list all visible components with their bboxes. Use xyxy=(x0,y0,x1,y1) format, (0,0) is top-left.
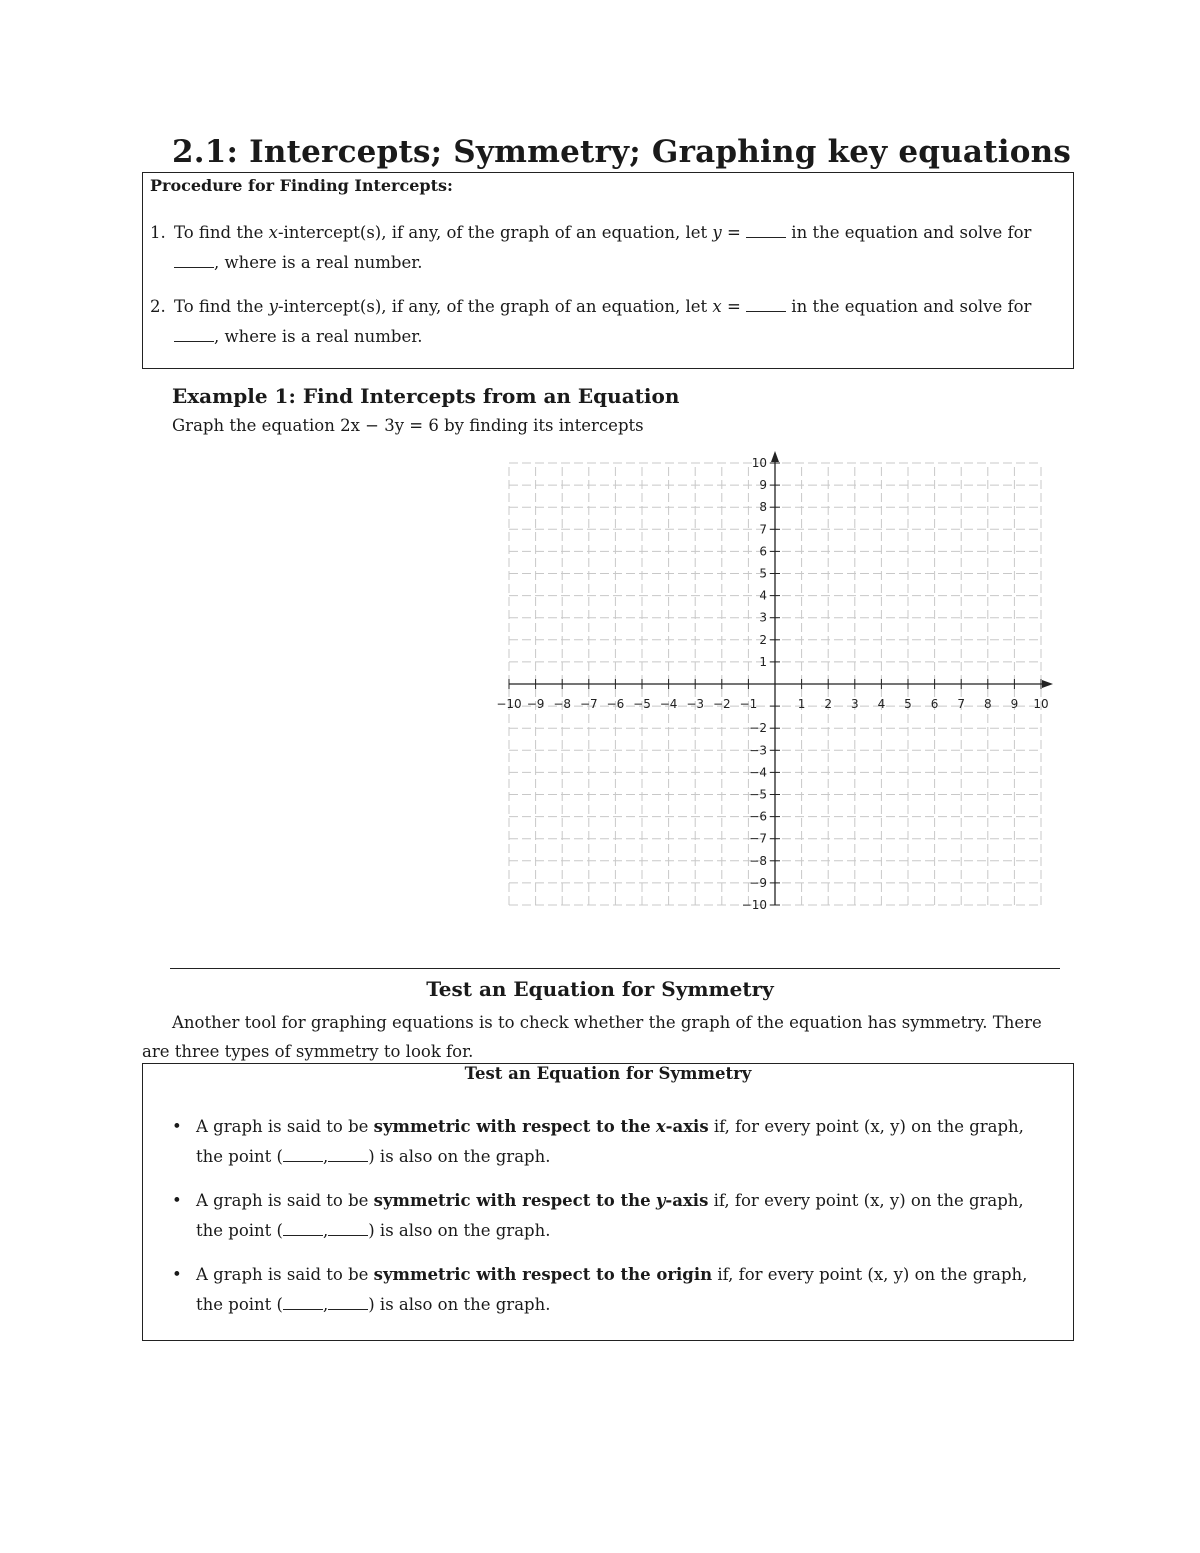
x-tick-label: −8 xyxy=(553,697,572,711)
x-tick-label: −2 xyxy=(712,697,731,711)
procedure-item-2 xyxy=(150,292,1065,352)
math-var: x xyxy=(712,297,722,316)
procedure-heading: Procedure for Finding Intercepts: xyxy=(150,176,453,195)
item-text: the point ( xyxy=(196,1147,283,1166)
item-bold: symmetric with respect to the xyxy=(373,1191,651,1210)
y-tick-label: −3 xyxy=(749,743,767,758)
y-tick-label: −8 xyxy=(749,853,767,868)
x-tick-label: 10 xyxy=(1033,697,1049,711)
item-text: , where is a real number. xyxy=(214,253,423,272)
item-number: 1. xyxy=(150,223,166,242)
answer-blank[interactable] xyxy=(328,1221,368,1236)
item-text: A graph is said to be xyxy=(196,1191,369,1210)
example-heading: Example 1: Find Intercepts from an Equation xyxy=(172,384,680,408)
bullet-icon: • xyxy=(172,1265,182,1284)
procedure-item-1 xyxy=(150,218,1065,278)
symmetry-item-y-axis xyxy=(172,1186,1067,1246)
y-tick-label: −4 xyxy=(749,765,767,780)
item-bold: symmetric with respect to the origin xyxy=(373,1265,713,1284)
bullet-icon: • xyxy=(172,1117,182,1136)
item-bold: -axis xyxy=(665,1191,709,1210)
x-tick-label: 6 xyxy=(930,697,939,711)
y-tick-label: 9 xyxy=(759,478,767,493)
section-text: Another tool for graphing equations is to check whether the graph of the equation has symmetry. There are three types of symmetry to look for. xyxy=(142,1013,1042,1061)
y-tick-label: −5 xyxy=(749,787,767,802)
x-tick-label: 3 xyxy=(850,697,859,711)
x-tick-label: 8 xyxy=(983,697,992,711)
example-text: Graph the equation 2x − 3y = 6 by finding its intercepts xyxy=(172,416,644,435)
x-tick-label: −1 xyxy=(739,697,758,711)
symmetry-box-heading: Test an Equation for Symmetry xyxy=(464,1064,752,1083)
math-var: x xyxy=(268,223,278,242)
answer-blank[interactable] xyxy=(746,223,786,238)
x-tick-label: −3 xyxy=(686,697,705,711)
y-tick-label: 7 xyxy=(759,522,767,537)
item-bold: symmetric with respect to the xyxy=(373,1117,651,1136)
math-var: y xyxy=(712,223,722,242)
math-var: y xyxy=(655,1191,666,1210)
y-tick-label: 10 xyxy=(751,456,767,470)
x-tick-label: −6 xyxy=(606,697,625,711)
item-number: 2. xyxy=(150,297,166,316)
item-text: the point ( xyxy=(196,1221,283,1240)
section-divider xyxy=(170,968,1060,969)
answer-blank[interactable] xyxy=(328,1295,368,1310)
item-text: -intercept(s), if any, of the graph of an equation, let xyxy=(277,297,708,316)
item-text: To find the xyxy=(174,297,264,316)
answer-blank[interactable] xyxy=(283,1147,323,1162)
y-tick-label: −7 xyxy=(749,831,767,846)
x-tick-label: 7 xyxy=(957,697,966,711)
equals-sign: = xyxy=(726,297,741,316)
bullet-icon: • xyxy=(172,1191,182,1210)
x-tick-label: −4 xyxy=(659,697,678,711)
coordinate-grid xyxy=(480,450,1060,920)
y-axis-arrow-icon xyxy=(771,451,779,462)
item-text: in the equation and solve for xyxy=(791,223,1032,242)
y-tick-label: 5 xyxy=(759,566,767,581)
y-tick-label: 6 xyxy=(759,544,767,559)
y-tick-label: −2 xyxy=(749,721,767,736)
y-tick-label: 8 xyxy=(759,500,767,515)
item-text: if, for every point (x, y) on the graph, xyxy=(713,1117,1024,1136)
item-text: , xyxy=(322,1221,329,1240)
symmetry-item-origin xyxy=(172,1260,1067,1320)
equals-sign: = xyxy=(726,223,741,242)
item-text: , xyxy=(322,1147,329,1166)
math-var: x xyxy=(655,1117,666,1136)
item-text: ) is also on the graph. xyxy=(368,1295,551,1314)
y-tick-label: −9 xyxy=(749,875,767,890)
item-text: , where is a real number. xyxy=(214,327,423,346)
item-text: To find the xyxy=(174,223,264,242)
item-text: , xyxy=(322,1295,329,1314)
x-tick-label: −10 xyxy=(496,697,522,711)
item-text: in the equation and solve for xyxy=(791,297,1032,316)
y-tick-label: 4 xyxy=(759,588,767,603)
y-tick-label: 3 xyxy=(759,610,767,625)
page-title: 2.1: Intercepts; Symmetry; Graphing key equations xyxy=(172,134,1071,170)
item-text: A graph is said to be xyxy=(196,1265,369,1284)
math-var: y xyxy=(268,297,278,316)
x-tick-label: −9 xyxy=(526,697,545,711)
item-text: if, for every point (x, y) on the graph, xyxy=(713,1191,1024,1210)
answer-blank[interactable] xyxy=(283,1221,323,1236)
item-text: the point ( xyxy=(196,1295,283,1314)
answer-blank[interactable] xyxy=(328,1147,368,1162)
item-text: ) is also on the graph. xyxy=(368,1147,551,1166)
x-tick-label: 1 xyxy=(797,697,806,711)
x-tick-label: −7 xyxy=(579,697,598,711)
x-tick-label: 4 xyxy=(877,697,886,711)
symmetry-item-x-axis xyxy=(172,1112,1067,1172)
item-text: A graph is said to be xyxy=(196,1117,369,1136)
item-text: ) is also on the graph. xyxy=(368,1221,551,1240)
x-tick-label: −5 xyxy=(633,697,651,711)
answer-blank[interactable] xyxy=(746,297,786,312)
y-tick-label: 2 xyxy=(759,632,767,647)
x-tick-label: 2 xyxy=(824,697,833,711)
y-tick-label: 1 xyxy=(759,654,767,669)
section-heading: Test an Equation for Symmetry xyxy=(426,977,774,1001)
answer-blank[interactable] xyxy=(174,327,214,342)
y-tick-label: −6 xyxy=(749,809,767,824)
x-tick-label: 5 xyxy=(904,697,912,711)
x-axis-arrow-icon xyxy=(1042,680,1053,688)
item-bold: -axis xyxy=(665,1117,709,1136)
item-text: if, for every point (x, y) on the graph, xyxy=(717,1265,1028,1284)
item-text: -intercept(s), if any, of the graph of an equation, let xyxy=(277,223,708,242)
x-tick-label: 9 xyxy=(1010,697,1019,711)
y-tick-label: −10 xyxy=(741,898,767,912)
answer-blank[interactable] xyxy=(283,1295,323,1310)
answer-blank[interactable] xyxy=(174,253,214,268)
